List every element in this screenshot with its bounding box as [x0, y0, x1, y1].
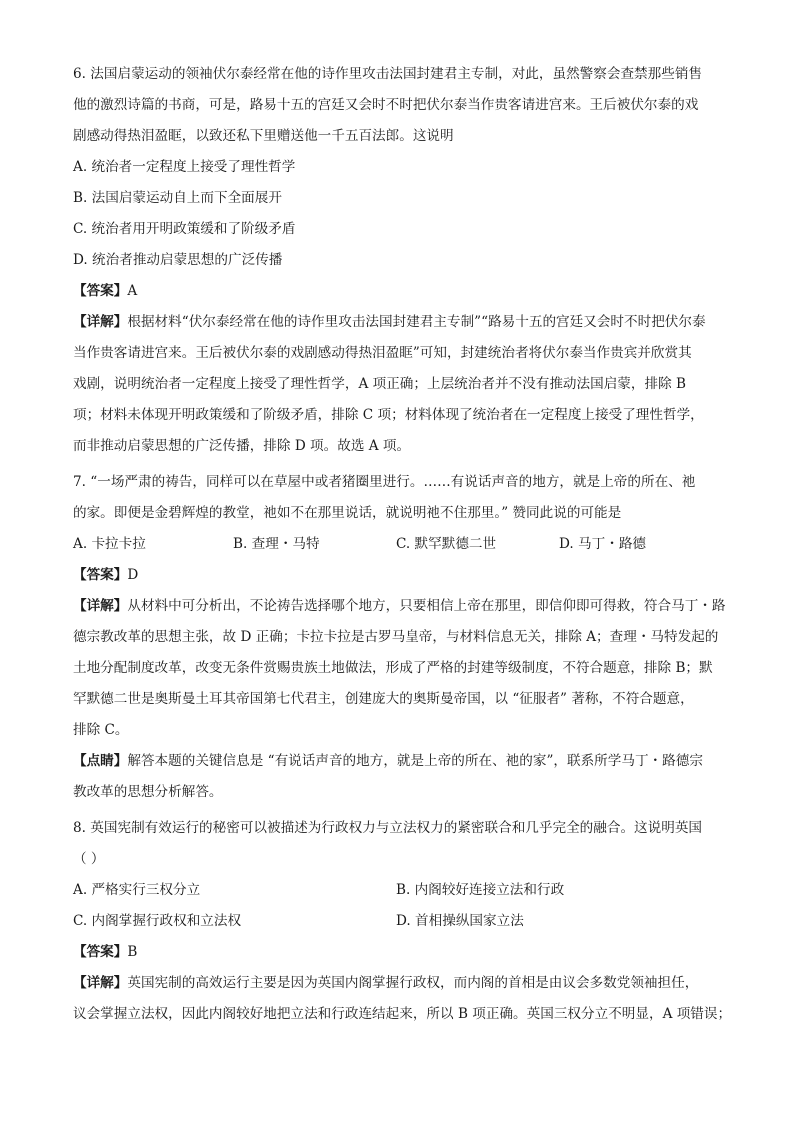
question-stem-line: 剧感动得热泪盈眶，以致还私下里赠送他一千五百法郎。这说明	[73, 128, 454, 144]
answer-value: B	[127, 944, 138, 960]
explanation-line: 土地分配制度改革，改变无条件赏赐贵族土地做法，形成了严格的封建等级制度，不符合题意，排除 B；默	[73, 660, 713, 676]
answer-tag: 【答案】	[73, 944, 128, 960]
explanation-line: 【详解】根据材料“伏尔泰经常在他的诗作里攻击法国封建君主专制”“路易十五的宫廷又会时不时把伏尔泰	[73, 314, 706, 330]
note-tag: 【点睛】	[73, 753, 128, 769]
answer-line	[73, 560, 723, 591]
question-stem-line: 8. 英国宪制有效运行的秘密可以被描述为行政权力与立法权力的紧密联合和几乎完全的融合。这说明英国	[73, 820, 703, 836]
answer-value: A	[127, 283, 138, 299]
option-b: B. 内阁较好连接立法和行政	[396, 882, 565, 898]
explanation-tag: 【详解】	[73, 598, 128, 614]
note-line: 教改革的思想分析解答。	[73, 784, 223, 800]
explanation-line: 项；材料未体现开明政策缓和了阶级矛盾，排除 C 项；材料体现了统治者在一定程度上接受了理性哲学，	[73, 407, 704, 423]
note-line: 【点睛】解答本题的关键信息是 “有说话声音的地方，就是上帝的所在、祂的家”，联系所学马丁・路德宗	[73, 753, 703, 769]
answer-line	[73, 276, 723, 307]
answer-value: D	[127, 567, 139, 583]
options-row	[73, 875, 723, 906]
options-row	[73, 529, 723, 560]
explanation-line: 当作贵客请进宫来。王后被伏尔泰的戏剧感动得热泪盈眶”可知，封建统治者将伏尔泰当作贵宾并欣赏其	[73, 345, 692, 361]
option-d: D. 统治者推动启蒙思想的广泛传播	[73, 252, 283, 268]
explanation-tag: 【详解】	[73, 314, 128, 330]
answer-tag: 【答案】	[73, 567, 128, 583]
explanation-tag: 【详解】	[73, 975, 128, 991]
explanation-line: 【详解】英国宪制的高效运行主要是因为英国内阁掌握行政权，而内阁的首相是由议会多数党领袖担任，	[73, 975, 699, 991]
question-stem-line: 他的激烈诗篇的书商，可是，路易十五的宫廷又会时不时把伏尔泰当作贵客请进宫来。王后被伏尔泰的戏	[73, 97, 699, 113]
answer-tag: 【答案】	[73, 283, 128, 299]
option-a: A. 统治者一定程度上接受了理性哲学	[73, 159, 296, 175]
option-d: D. 首相操纵国家立法	[396, 913, 524, 929]
option-a: A. 严格实行三权分立	[73, 882, 201, 898]
option-c: C. 默罕默德二世	[396, 536, 497, 552]
option-c: C. 内阁掌握行政权和立法权	[73, 913, 242, 929]
options-row	[73, 906, 723, 937]
explanation-line: 戏剧，说明统治者一定程度上接受了理性哲学，A 项正确；上层统治者并不没有推动法国启蒙，排除 B	[73, 376, 686, 392]
option-b: B. 法国启蒙运动自上而下全面展开	[73, 190, 282, 206]
explanation-line: 而非推动启蒙思想的广泛传播，排除 D 项。故选 A 项。	[73, 438, 411, 454]
answer-line	[73, 937, 723, 968]
question-stem-line: 7. “一场严肃的祷告，同样可以在草屋中或者猪圈里进行。……有说话声音的地方，就是上帝的所在、祂	[73, 474, 696, 490]
explanation-line: 议会掌握立法权，因此内阁较好地把立法和行政连结起来，所以 B 项正确。英国三权分立不明显，A 项错误；	[73, 1006, 732, 1022]
question-7	[73, 467, 726, 808]
explanation-line: 【详解】从材料中可分析出，不论祷告选择哪个地方，只要相信上帝在那里，即信仰即可得救，符合马丁・路	[73, 598, 726, 614]
option-c: C. 统治者用开明政策缓和了阶级矛盾	[73, 221, 296, 237]
question-8	[73, 813, 732, 1030]
explanation-line: 德宗教改革的思想主张，故 D 正确；卡拉卡拉是古罗马皇帝，与材料信息无关，排除 A；查理・马特发起的	[73, 629, 719, 645]
question-6	[73, 59, 723, 462]
question-stem-line: （ ）	[73, 851, 105, 867]
explanation-line: 排除 C。	[73, 722, 129, 738]
question-stem-line: 的家。即便是金碧辉煌的教堂，祂如不在那里说话，就说明祂不住那里。” 赞同此说的可能是	[73, 505, 622, 521]
question-stem-line: 6. 法国启蒙运动的领袖伏尔泰经常在他的诗作里攻击法国封建君主专制，对此，虽然警察会查禁那些销售	[73, 66, 703, 82]
option-b: B. 查理・马特	[233, 536, 320, 552]
option-d: D. 马丁・路德	[559, 536, 647, 552]
explanation-line: 罕默德二世是奥斯曼土耳其帝国第七代君主，创建庞大的奥斯曼帝国，以 “征服者” 著称，不符合题意，	[73, 691, 694, 707]
option-a: A. 卡拉卡拉	[73, 536, 146, 552]
